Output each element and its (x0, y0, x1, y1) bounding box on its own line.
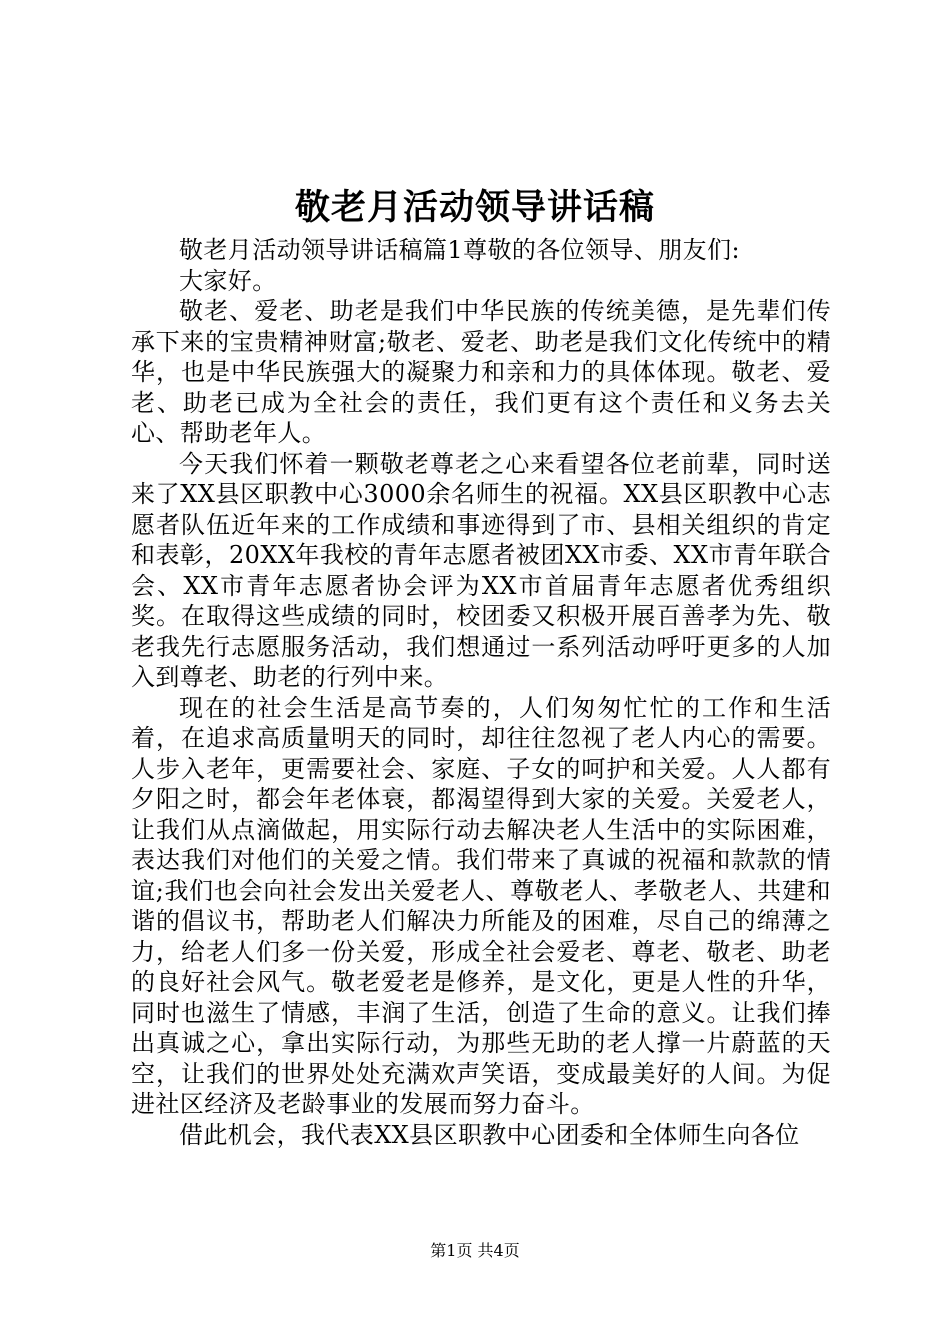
paragraph-society: 现在的社会生活是高节奏的，人们匆匆忙忙的工作和生活着，在追求高质量明天的同时，却往往忽视了老人内心的需要。人步入老年，更需要社会、家庭、子女的呵护和关爱。人人都有夕阳之时，都会年老体衰，都渴望得到大家的关爱。关爱老人，让我们从点滴做起，用实际行动去解决老人生活中的实际困难，表达我们对他们的关爱之情。我们带来了真诚的祝福和款款的情谊;我们也会向社会发出关爱老人、尊敬老人、孝敬老人、共建和谐的倡议书，帮助老人们解决力所能及的困难，尽自己的绵薄之力，给老人们多一份关爱，形成全社会爱老、尊老、敬老、助老的良好社会风气。敬老爱老是修养，是文化，更是人性的升华，同时也滋生了情感，丰润了生活，创造了生命的意义。让我们捧出真诚之心，拿出实际行动，为那些无助的老人撑一片蔚蓝的天空，让我们的世界处处充满欢声笑语，变成最美好的人间。为促进社区经济及老龄事业的发展而努力奋斗。 (131, 693, 831, 1118)
document-body (131, 235, 831, 1150)
paragraph-tradition: 敬老、爱老、助老是我们中华民族的传统美德，是先辈们传承下来的宝贵精神财富;敬老、爱老、助老是我们文化传统中的精华，也是中华民族强大的凝聚力和亲和力的具体体现。敬老、爱老、助老已成为全社会的责任，我们更有这个责任和义务去关心、帮助老年人。 (131, 297, 831, 447)
paragraph-hello: 大家好。 (179, 266, 277, 295)
paragraph-greeting: 敬老月活动领导讲话稿篇1尊敬的各位领导、朋友们: (179, 236, 740, 264)
paragraph-closing: 借此机会，我代表XX县区职教中心团委和全体师生向各位 (179, 1120, 800, 1149)
page-title: 敬老月活动领导讲话稿 (294, 187, 655, 228)
page-footer: 第1页 共4页 (430, 1241, 520, 1260)
paragraph-visit: 今天我们怀着一颗敬老尊老之心来看望各位老前辈，同时送来了XX县区职教中心3000余名师生的祝福。XX县区职教中心志愿者队伍近年来的工作成绩和事迹得到了市、县相关组织的肯定和表彰，20XX年我校的青年志愿者被团XX市委、XX市青年联合会、XX市青年志愿者协会评为XX市首届青年志愿者优秀组织奖。在取得这些成绩的同时，校团委又积极开展百善孝为先、敬老我先行志愿服务活动，我们想通过一系列活动呼吁更多的人加入到尊老、助老的行列中来。 (131, 449, 831, 691)
